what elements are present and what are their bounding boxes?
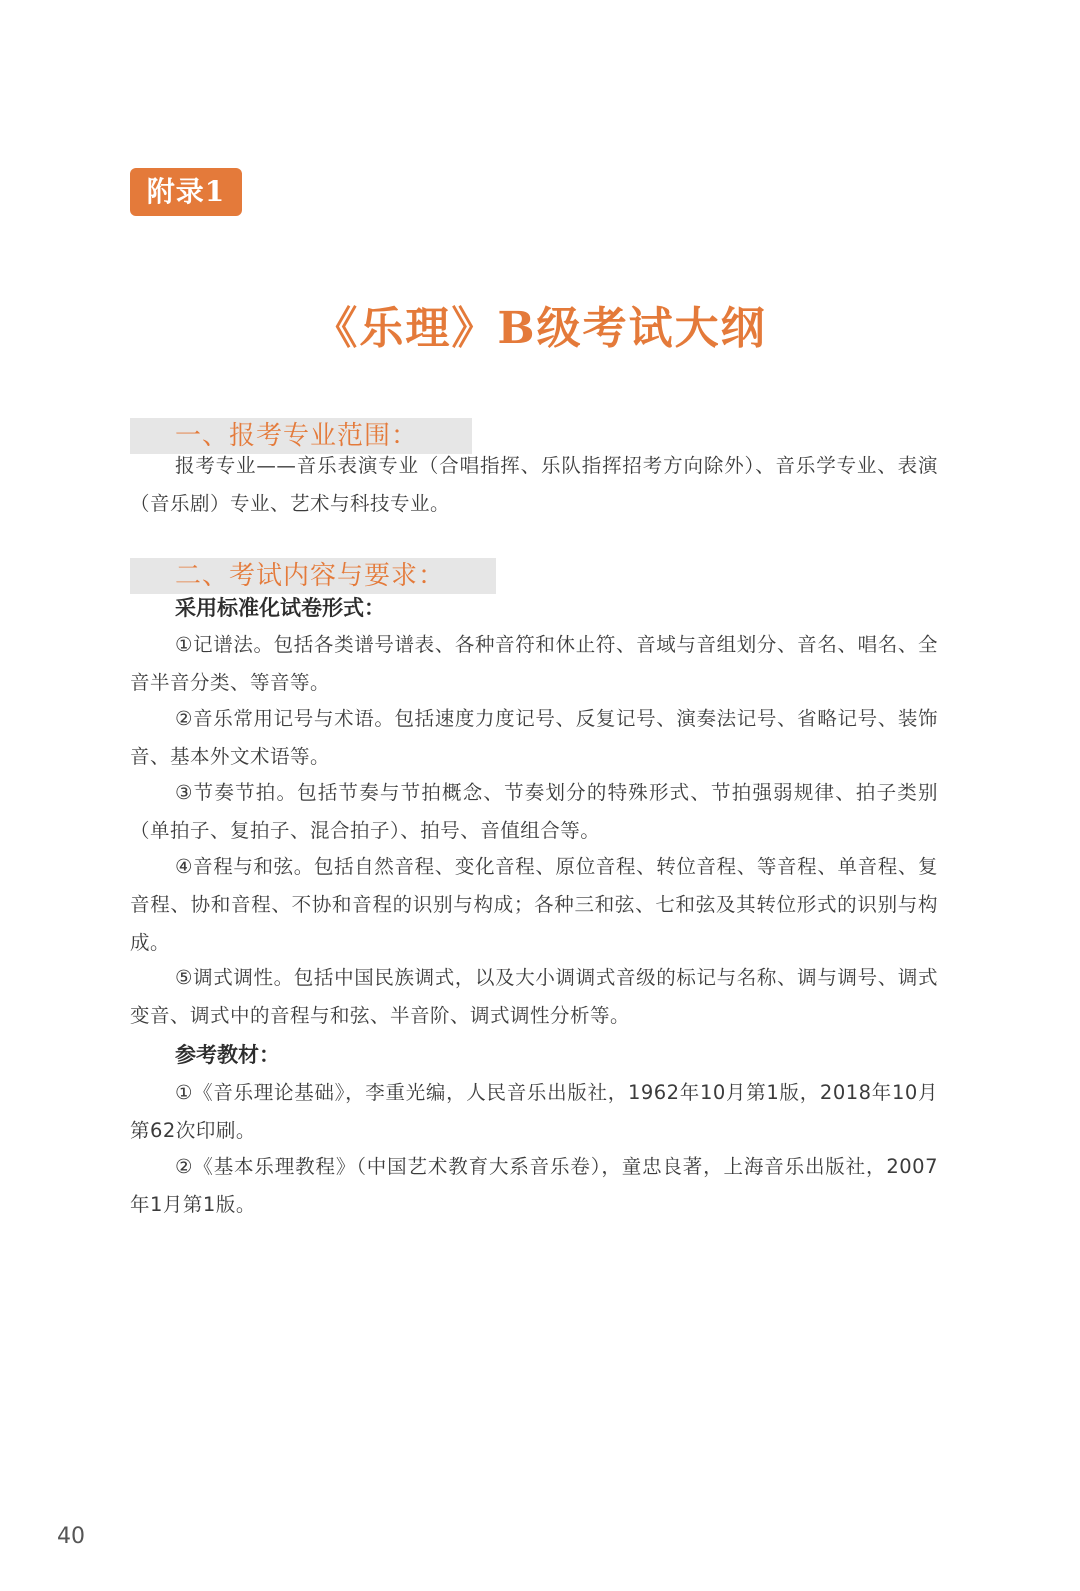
content-item: ④音程与和弦。包括自然音程、变化音程、原位音程、转位音程、等音程、单音程、复音程、协和音程、不协和音程的识别与构成；各种三和弦、七和弦及其转位形式的识别与构成。 bbox=[130, 855, 938, 954]
format-heading: 采用标准化试卷形式： bbox=[175, 596, 385, 620]
reference-item: ①《音乐理论基础》，李重光编，人民音乐出版社，1962年10月第1版，2018年10月第62次印刷。 bbox=[130, 1081, 938, 1142]
page-number: 40 bbox=[57, 1524, 85, 1549]
reference-item: ②《基本乐理教程》（中国艺术教育大系音乐卷），童忠良著，上海音乐出版社，2007年1月第1版。 bbox=[130, 1155, 938, 1216]
section-heading-content: 二、考试内容与要求： bbox=[175, 561, 446, 591]
content-item: ③节奏节拍。包括节奏与节拍概念、节奏划分的特殊形式、节拍强弱规律、拍子类别（单拍子、复拍子、混合拍子）、拍号、音值组合等。 bbox=[130, 781, 938, 842]
content-item: ②音乐常用记号与术语。包括速度力度记号、反复记号、演奏法记号、省略记号、装饰音、基本外文术语等。 bbox=[130, 707, 938, 768]
appendix-tag: 附录1 bbox=[130, 168, 242, 216]
content-item: ⑤调式调性。包括中国民族调式，以及大小调调式音级的标记与名称、调与调号、调式变音、调式中的音程与和弦、半音阶、调式调性分析等。 bbox=[130, 966, 938, 1027]
section-heading-scope: 一、报考专业范围： bbox=[175, 421, 419, 451]
scope-paragraph: 报考专业——音乐表演专业（合唱指挥、乐队指挥招考方向除外）、音乐学专业、表演（音乐剧）专业、艺术与科技专业。 bbox=[130, 454, 938, 515]
document-title: 《乐理》B级考试大纲 bbox=[313, 303, 767, 354]
reference-heading: 参考教材： bbox=[175, 1043, 280, 1067]
content-item: ①记谱法。包括各类谱号谱表、各种音符和休止符、音域与音组划分、音名、唱名、全音半音分类、等音等。 bbox=[130, 633, 938, 694]
